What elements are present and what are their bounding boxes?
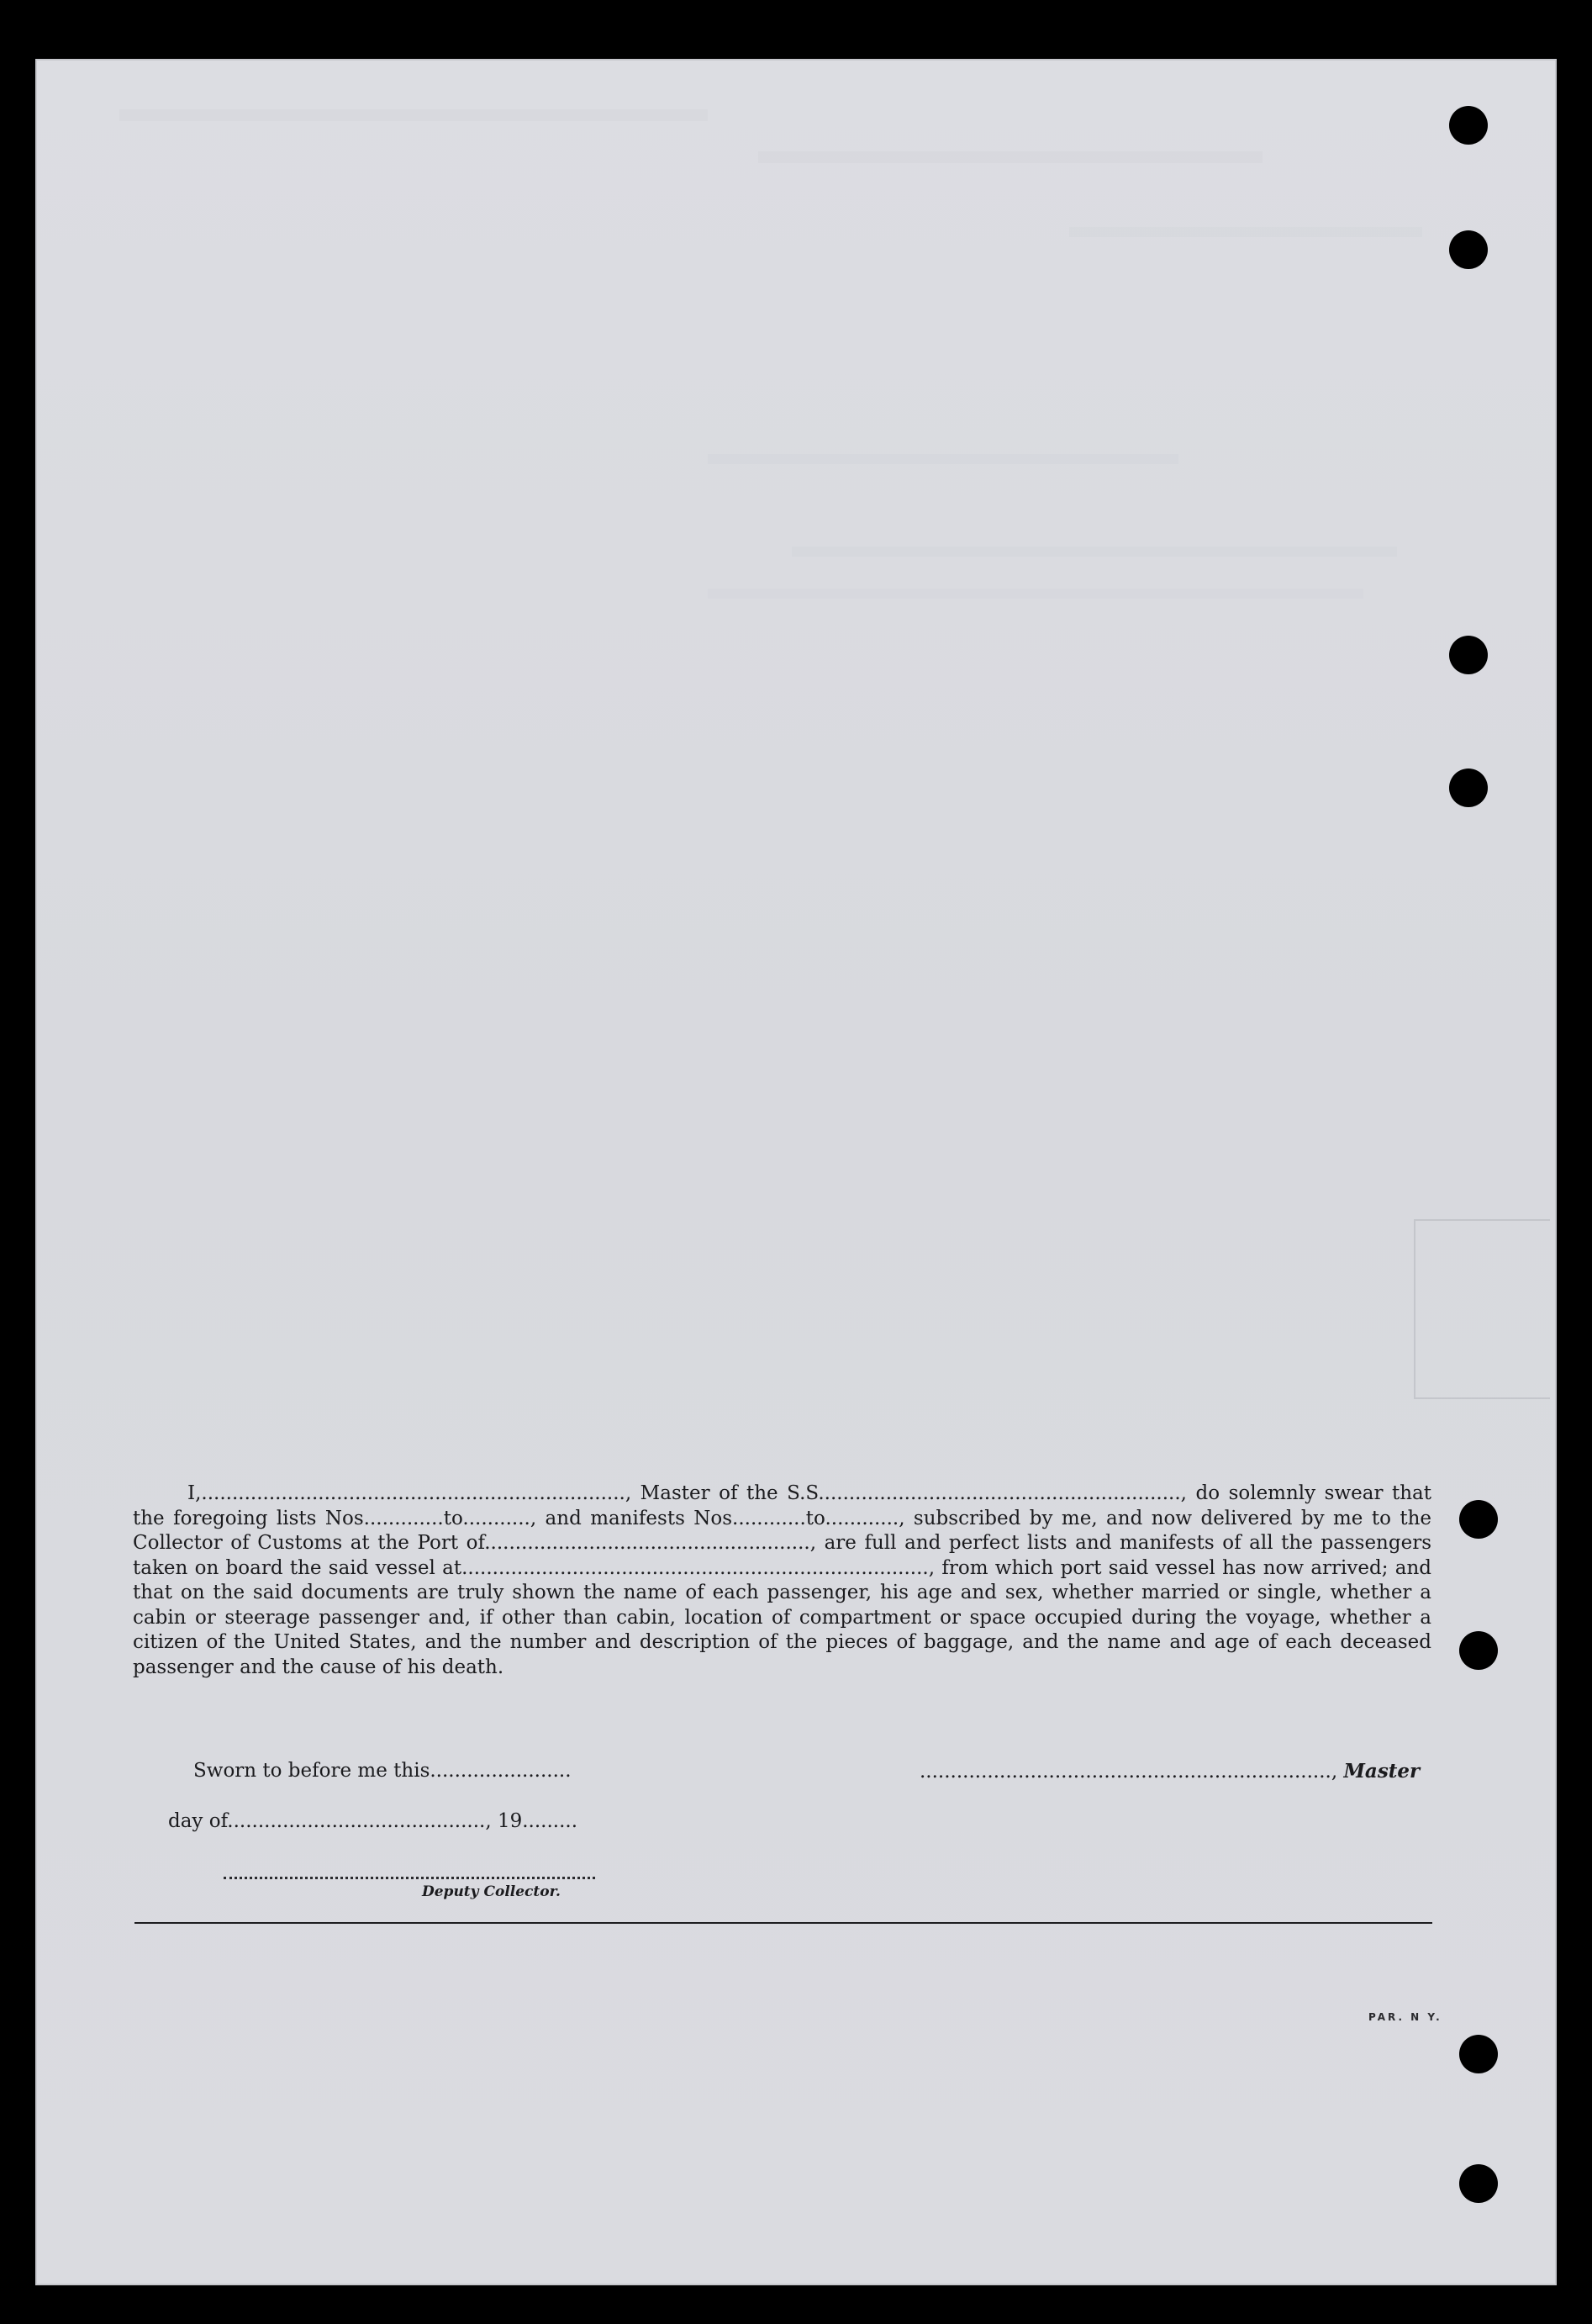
master-signature-line [920,1760,1420,1783]
binder-hole [1459,2035,1498,2073]
binder-hole [1459,1500,1498,1539]
deputy-collector-label: Deputy Collector. [422,1883,561,1900]
binder-hole [1449,106,1488,145]
master-signature-dots: ..................................................................., [920,1761,1338,1783]
faint-stamp-outline [1414,1219,1550,1399]
binder-hole [1459,1631,1498,1670]
binder-hole [1449,230,1488,269]
bleed-through-text-2 [758,151,1263,163]
master-label: Master [1343,1760,1421,1783]
bottom-rule [134,1922,1432,1924]
binder-hole [1459,2164,1498,2203]
day-of-line: day of.........................................., 19......... [168,1810,578,1832]
manifest-back-page [35,59,1557,2285]
bleed-through-text-5 [792,547,1397,557]
bleed-through-text-6 [708,589,1363,599]
binder-hole [1449,769,1488,807]
bleed-through-text-1 [119,109,708,121]
bleed-through-text-4 [708,454,1178,464]
master-oath-paragraph: I,....................................................................., Master of the S.S..........................................................., do solemnly swear that the foregoing lists Nos.............to..........., and manifests Nos............to............, subscribed by me, and now delivered by me to the Collector of Customs at the Port of....................................................., are full and perfect lists and manifests of all the passengers taken on board the said vessel at............................................................................, from which port said vessel has now arrived; and that on the said documents are truly shown the name of each passenger, his age and sex, whether married or single, whether a cabin or steerage passenger and, if other than cabin, location of compartment or space occupied during the voyage, whether a citizen of the United States, and the number and description of the pieces of baggage, and the name and age of each deceased passenger and the cause of his death. [133,1482,1431,1678]
binder-hole [1449,636,1488,674]
sworn-before-line: Sworn to before me this....................... [193,1760,572,1782]
printer-mark: PAR. N Y. [1368,2011,1442,2023]
deputy-signature-line [224,1877,595,1879]
bleed-through-text-3 [1069,227,1422,237]
